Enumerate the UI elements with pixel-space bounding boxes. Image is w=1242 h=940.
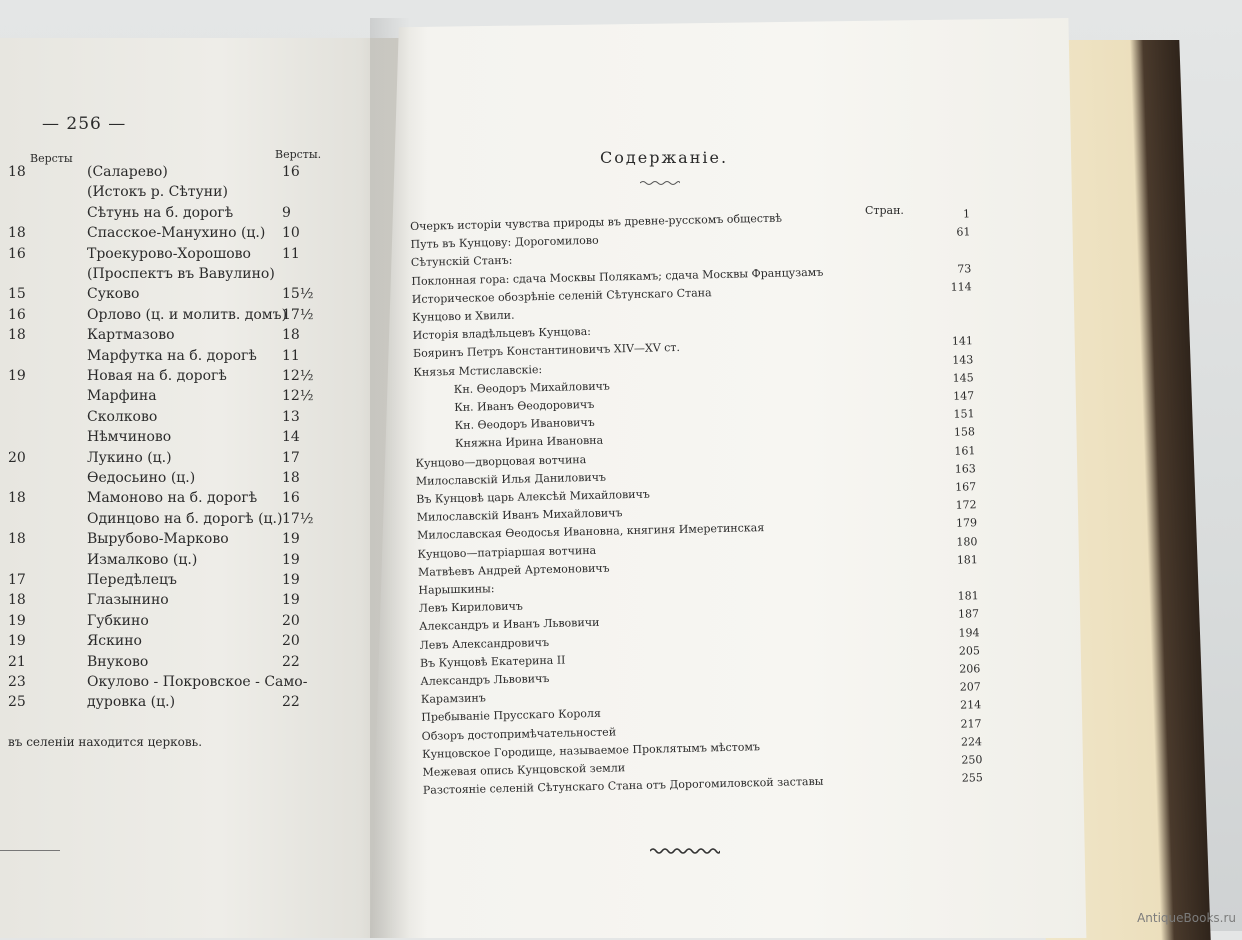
distance-row <box>0 368 360 390</box>
right-distance: 17 <box>282 450 300 466</box>
toc-title: Кунцово и Хвили. <box>412 309 515 324</box>
title-ornament <box>640 180 680 186</box>
toc-page-number: 205 <box>920 644 980 658</box>
page-column-label: Стран. <box>865 204 904 217</box>
distance-row <box>0 225 360 247</box>
village-name: Нѣмчиново <box>87 429 171 445</box>
distance-row <box>0 511 360 533</box>
left-distance: 19 <box>8 368 26 384</box>
left-distance: 16 <box>8 246 26 262</box>
end-ornament <box>650 846 720 856</box>
toc-title: Матвѣевъ Андрей Артемоновичъ <box>418 561 610 578</box>
left-distance: 19 <box>8 613 26 629</box>
village-name: Лукино (ц.) <box>87 450 172 466</box>
toc-page-number: 141 <box>913 335 973 349</box>
left-distance: 15 <box>8 286 26 302</box>
toc-page-number: 61 <box>910 225 970 239</box>
toc-page-number: 206 <box>920 662 980 676</box>
right-distance: 22 <box>282 654 300 670</box>
right-distance: 10 <box>282 225 300 241</box>
toc-title: Кн. Ѳеодоръ Ивановичъ <box>455 416 595 432</box>
distance-row <box>0 470 360 492</box>
distance-row <box>0 388 360 410</box>
toc-page-number: 179 <box>917 517 977 531</box>
village-name: Измалково (ц.) <box>87 552 197 568</box>
distance-row <box>0 613 360 635</box>
left-column-head: Версты <box>30 152 73 165</box>
right-distance: 18 <box>282 470 300 486</box>
left-page-rule <box>0 850 60 851</box>
toc-page-number: 158 <box>915 426 975 440</box>
toc-title: Кунцово—патріаршая вотчина <box>417 543 596 560</box>
left-distance: 20 <box>8 450 26 466</box>
toc-title: Левъ Кириловичъ <box>419 600 523 615</box>
toc-title: Милославскій Илья Даниловичъ <box>416 470 606 487</box>
toc-title: Князья Мстиславскіе: <box>413 363 542 379</box>
toc-page-number <box>912 298 972 299</box>
left-distance: 18 <box>8 225 26 241</box>
toc-title: Исторія владѣльцевъ Кунцова: <box>412 325 591 342</box>
toc-page-number: 167 <box>916 480 976 494</box>
right-distance: 16 <box>282 164 300 180</box>
toc-title: Александръ Львовичъ <box>420 672 549 688</box>
left-page-footnote: въ селеніи находится церковь. <box>8 735 202 749</box>
right-distance: 13 <box>282 409 300 425</box>
distance-row <box>0 205 360 227</box>
toc-page-number: 181 <box>919 589 979 603</box>
village-name: Орлово (ц. и молитв. домъ) <box>87 307 287 323</box>
toc-page-number: 143 <box>913 353 973 367</box>
toc-title: Карамзинъ <box>421 692 486 706</box>
toc-title: Кунцовское Городище, называемое Проклятымъ мѣстомъ <box>422 740 760 761</box>
right-distance: 11 <box>282 348 300 364</box>
toc-page-number: 217 <box>921 717 981 731</box>
village-name: Марфутка на б. дорогѣ <box>87 348 257 364</box>
right-distance: 19 <box>282 552 300 568</box>
village-name: Вырубово-Марково <box>87 531 229 547</box>
left-distance: 18 <box>8 592 26 608</box>
right-distance: 22 <box>282 694 300 710</box>
toc-title: Межевая опись Кунцовской земли <box>422 761 625 779</box>
toc-page-number: 250 <box>922 753 982 767</box>
right-distance: 11 <box>282 246 300 262</box>
left-distance: 18 <box>8 164 26 180</box>
right-distance: 12½ <box>282 388 313 404</box>
toc-title: Милославская Ѳеодосья Ивановна, княгиня Имеретинская <box>417 521 764 542</box>
left-distance: 25 <box>8 694 26 710</box>
left-distance: 18 <box>8 327 26 343</box>
toc-page-number: 172 <box>916 498 976 512</box>
toc-title: Поклонная гора: сдача Москвы Полякамъ; сдача Москвы Французамъ <box>411 265 823 287</box>
toc-page-number: 180 <box>917 535 977 549</box>
distance-row <box>0 286 360 308</box>
village-name: Передѣлецъ <box>87 572 177 588</box>
toc-page-number: 147 <box>914 389 974 403</box>
village-name: Картмазово <box>87 327 175 343</box>
distance-row <box>0 633 360 655</box>
village-name: Внуково <box>87 654 148 670</box>
village-name: Окулово - Покровское - Само- <box>87 674 307 690</box>
toc-title: Путь въ Кунцову: Дорогомилово <box>410 234 598 251</box>
toc-title: Въ Кунцовѣ Екатерина II <box>420 653 566 669</box>
toc-title: Княжна Ирина Ивановна <box>455 434 603 450</box>
village-name: Спасское-Манухино (ц.) <box>87 225 265 241</box>
village-name: Губкино <box>87 613 149 629</box>
left-distance: 17 <box>8 572 26 588</box>
toc-title: Сѣтунскій Станъ: <box>411 254 513 269</box>
toc-title: Александръ и Иванъ Львовичи <box>419 616 599 633</box>
distance-row <box>0 246 360 268</box>
toc-page-number: 1 <box>910 207 970 221</box>
village-name: Троекурово-Хорошово <box>87 246 251 262</box>
right-distance: 12½ <box>282 368 313 384</box>
village-name: Яскино <box>87 633 142 649</box>
right-distance: 9 <box>282 205 291 221</box>
toc-title: Бояринъ Петръ Константиновичъ XIV—XV ст. <box>413 341 680 360</box>
right-distance: 19 <box>282 572 300 588</box>
toc-page-number: 214 <box>921 699 981 713</box>
toc-page-number: 145 <box>914 371 974 385</box>
left-distance: 18 <box>8 490 26 506</box>
left-distance: 16 <box>8 307 26 323</box>
right-column-head: Версты. <box>275 148 321 161</box>
right-distance: 16 <box>282 490 300 506</box>
distance-row <box>0 266 360 288</box>
right-distance: 17½ <box>282 511 313 527</box>
distance-row <box>0 327 360 349</box>
toc-page-number: 187 <box>919 608 979 622</box>
distance-row <box>0 592 360 614</box>
toc-title: Очеркъ исторіи чувства природы въ древне-русскомъ обществѣ <box>410 212 782 233</box>
right-distance: 20 <box>282 633 300 649</box>
village-name: дуровка (ц.) <box>87 694 175 710</box>
village-name: (Саларево) <box>87 164 168 180</box>
left-distance: 19 <box>8 633 26 649</box>
toc-page-number: 224 <box>922 735 982 749</box>
table-of-contents <box>410 207 983 800</box>
village-name: Марфина <box>87 388 157 404</box>
toc-title: Пребываніе Прусскаго Короля <box>421 707 601 724</box>
left-distance: 21 <box>8 654 26 670</box>
left-page-number: — 256 — <box>42 114 126 134</box>
village-name: Одинцово на б. дорогѣ (ц.) <box>87 511 282 527</box>
left-distance: 23 <box>8 674 26 690</box>
village-name: Мамоново на б. дорогѣ <box>87 490 257 506</box>
toc-page-number <box>911 244 971 245</box>
left-distance: 18 <box>8 531 26 547</box>
village-name: Сколково <box>87 409 157 425</box>
right-distance: 19 <box>282 592 300 608</box>
toc-page-number: 151 <box>914 407 974 421</box>
village-name: Суково <box>87 286 139 302</box>
toc-title: Нарышкины: <box>418 582 494 597</box>
distance-row <box>0 694 360 716</box>
toc-title: Левъ Александровичъ <box>419 636 549 652</box>
contents-title: Содержаніе. <box>600 148 728 167</box>
right-distance: 17½ <box>282 307 313 323</box>
distance-row <box>0 164 360 186</box>
distance-row <box>0 409 360 431</box>
toc-title: Кн. Иванъ Ѳеодоровичъ <box>454 398 594 414</box>
distance-row <box>0 450 360 472</box>
toc-title: Обзоръ достопримѣчательностей <box>422 725 617 742</box>
toc-title: Разстояніе селеній Сѣтунскаго Стана отъ Дорогомиловской заставы <box>423 775 824 797</box>
village-name: (Истокъ р. Сѣтуни) <box>87 184 228 200</box>
toc-title: Кн. Ѳеодоръ Михайловичъ <box>454 379 610 396</box>
toc-title: Въ Кунцовѣ царь Алексѣй Михайловичъ <box>416 488 650 506</box>
distance-row <box>0 307 360 329</box>
toc-page-number: 194 <box>919 626 979 640</box>
village-name: Ѳедосьино (ц.) <box>87 470 195 486</box>
right-distance: 20 <box>282 613 300 629</box>
right-distance: 15½ <box>282 286 313 302</box>
distance-row <box>0 654 360 676</box>
distance-row <box>0 348 360 370</box>
right-distance: 14 <box>282 429 300 445</box>
right-distance: 18 <box>282 327 300 343</box>
toc-page-number: 163 <box>916 462 976 476</box>
watermark: AntiqueBooks.ru <box>1137 911 1236 925</box>
distance-row <box>0 674 360 696</box>
toc-page-number: 181 <box>918 553 978 567</box>
distance-row <box>0 572 360 594</box>
distance-row <box>0 184 360 206</box>
book-gutter <box>370 18 410 938</box>
distance-row <box>0 552 360 574</box>
distance-row <box>0 429 360 451</box>
toc-page-number: 255 <box>923 771 983 785</box>
toc-title: Кунцово—дворцовая вотчина <box>415 453 586 470</box>
village-name: (Проспектъ въ Вавулино) <box>87 266 275 282</box>
distance-row <box>0 531 360 553</box>
village-name: Сѣтунь на б. дорогѣ <box>87 205 233 221</box>
toc-title: Историческое обозрѣніе селеній Сѣтунскаго Стана <box>412 286 712 306</box>
toc-page-number <box>912 316 972 317</box>
toc-page-number: 161 <box>915 444 975 458</box>
toc-title: Милославскій Иванъ Михайловичъ <box>417 506 623 524</box>
toc-page-number: 114 <box>912 280 972 294</box>
village-name: Глазынино <box>87 592 169 608</box>
right-distance: 19 <box>282 531 300 547</box>
village-name: Новая на б. дорогѣ <box>87 368 227 384</box>
toc-page-number <box>918 571 978 572</box>
toc-page-number: 207 <box>921 680 981 694</box>
toc-page-number: 73 <box>911 262 971 276</box>
distance-row <box>0 490 360 512</box>
